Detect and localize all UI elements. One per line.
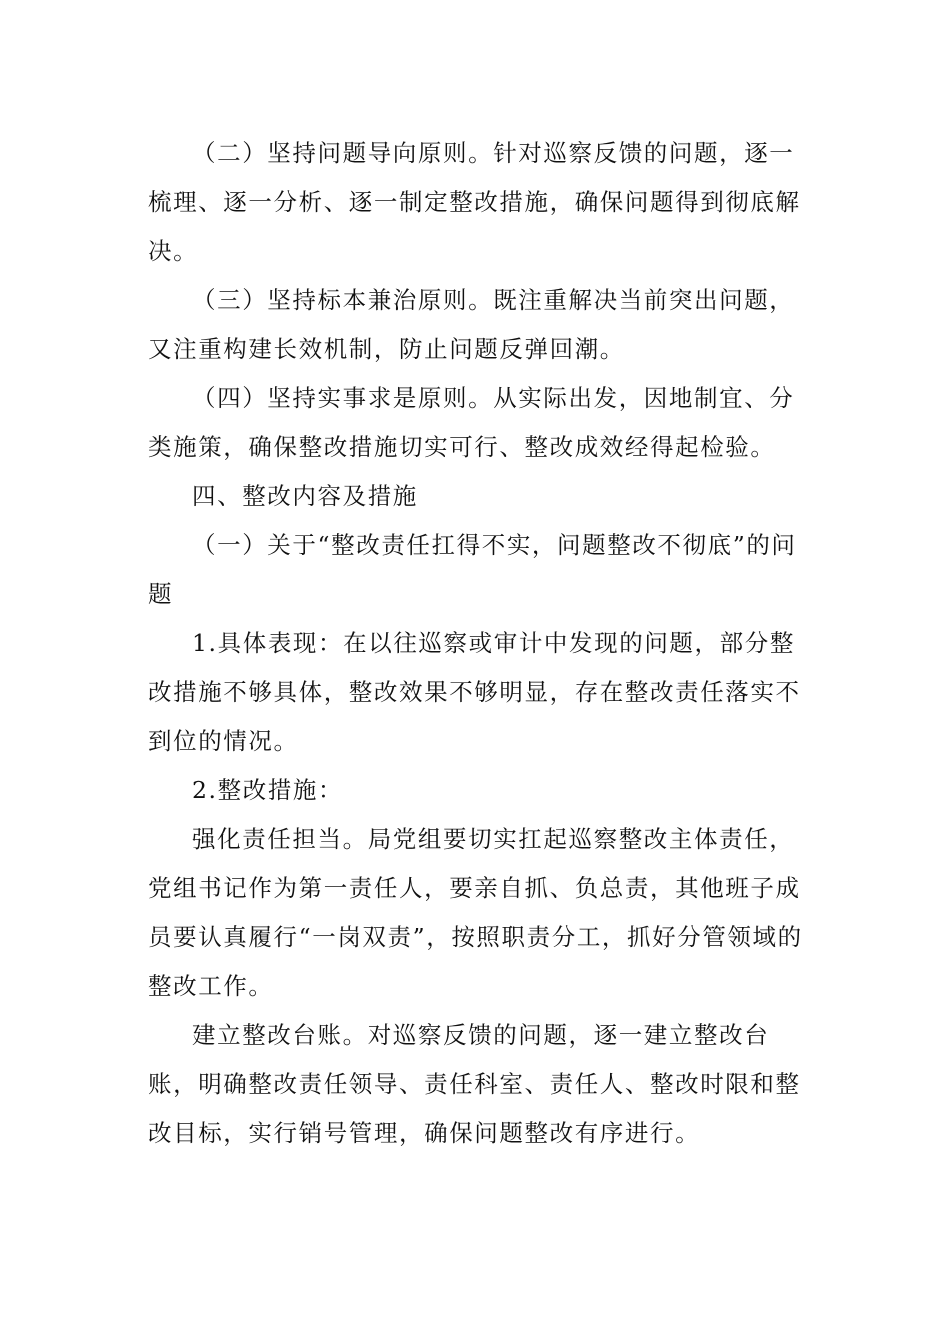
document-body	[148, 129, 808, 1158]
paragraph-principle-3: （三）坚持标本兼治原则。既注重解决当前突出问题，又注重构建长效机制，防止问题反弹回潮。	[148, 286, 795, 363]
paragraph-responsibility: 强化责任担当。局党组要切实扛起巡察整改主体责任，党组书记作为第一责任人，要亲自抓、负总责，其他班子成员要认真履行“一岗双责”，按照职责分工，抓好分管领域的整改工作。	[148, 825, 803, 1000]
subsection-heading-1: （一）关于“整改责任扛得不实，问题整改不彻底”的问题	[148, 531, 797, 608]
paragraph-principle-2: （二）坚持问题导向原则。针对巡察反馈的问题，逐一梳理、逐一分析、逐一制定整改措施，确保问题得到彻底解决。	[148, 139, 801, 265]
paragraph-ledger: 建立整改台账。对巡察反馈的问题，逐一建立整改台账，明确整改责任领导、责任科室、责任人、整改时限和整改目标，实行销号管理，确保问题整改有序进行。	[148, 1021, 801, 1147]
paragraph-principle-4: （四）坚持实事求是原则。从实际出发，因地制宜、分类施策，确保整改措施切实可行、整改成效经得起检验。	[148, 384, 795, 461]
paragraph-manifestation: 1.具体表现：在以往巡察或审计中发现的问题，部分整改措施不够具体，整改效果不够明显，存在整改责任落实不到位的情况。	[148, 629, 801, 755]
section-heading-rectification: 四、整改内容及措施	[192, 482, 418, 510]
paragraph-measures-heading: 2.整改措施：	[192, 776, 344, 804]
